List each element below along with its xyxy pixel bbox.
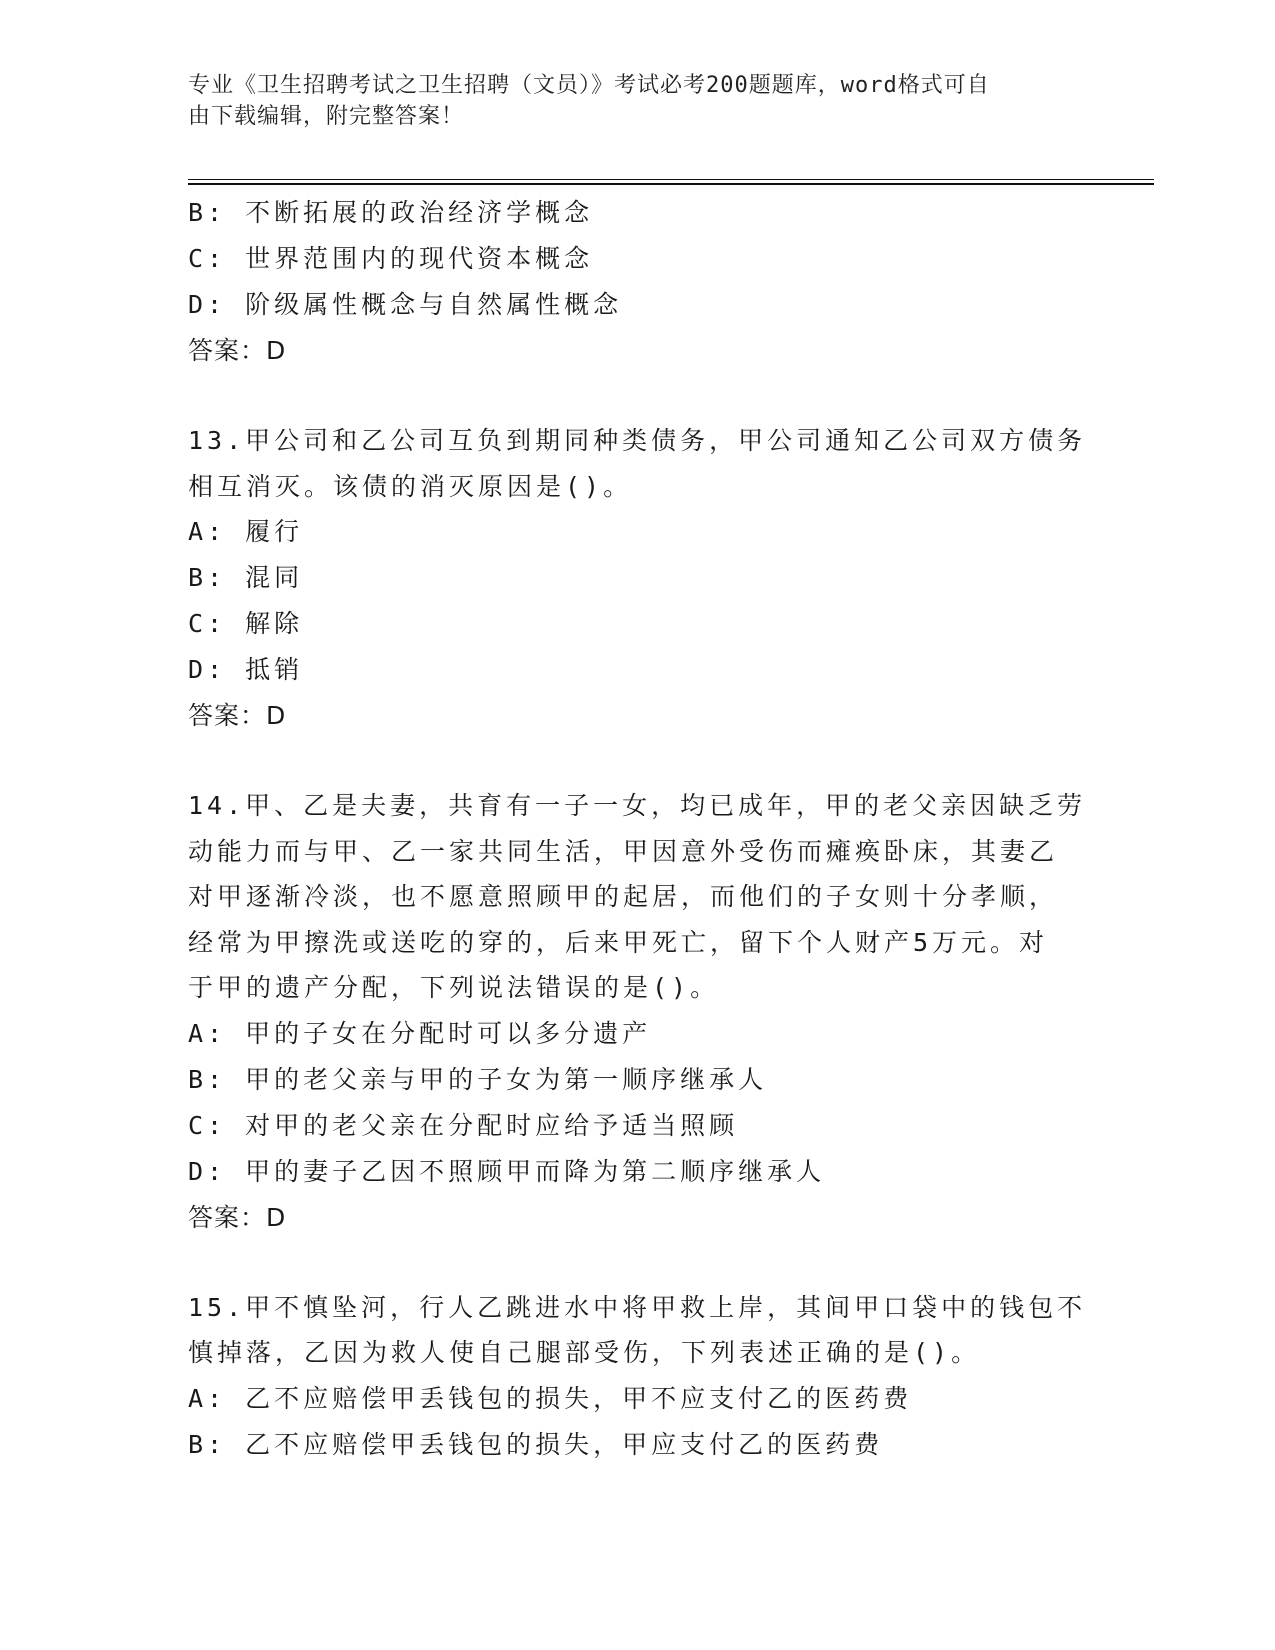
question-line: 慎掉落，乙因为救人使自己腿部受伤，下列表述正确的是()。 <box>188 1338 981 1367</box>
question-line: 15.甲不慎坠河，行人乙跳进水中将甲救上岸，其间甲口袋中的钱包不 <box>188 1292 1087 1322</box>
option-a: A: 乙不应赔偿甲丢钱包的损失，甲不应支付乙的医药费 <box>188 1383 913 1413</box>
question-text <box>188 783 1088 1011</box>
question-12-continued <box>188 190 1088 374</box>
option-b: B: 混同 <box>188 563 304 592</box>
question-15 <box>188 1285 1088 1468</box>
header-divider-thin <box>188 179 1154 180</box>
option-c: C: 世界范围内的现代资本概念 <box>188 244 594 273</box>
option-a: A: 履行 <box>188 517 304 546</box>
header-divider-thick <box>188 183 1154 185</box>
question-content <box>188 190 1088 1468</box>
question-line: 对甲逐渐冷淡，也不愿意照顾甲的起居，而他们的子女则十分孝顺， <box>188 882 1059 911</box>
answer: 答案：D <box>188 1202 287 1232</box>
question-line: 14.甲、乙是夫妻，共育有一子一女，均已成年，甲的老父亲因缺乏劳 <box>188 791 1087 820</box>
question-text <box>188 418 1088 509</box>
option-a: A: 甲的子女在分配时可以多分遗产 <box>188 1018 652 1048</box>
option-d: D: 阶级属性概念与自然属性概念 <box>188 290 623 319</box>
question-13 <box>188 418 1088 739</box>
option-c: C: 解除 <box>188 609 304 638</box>
option-b: B: 不断拓展的政治经济学概念 <box>188 198 594 227</box>
question-line: 于甲的遗产分配，下列说法错误的是()。 <box>188 973 720 1002</box>
header-line-1: 专业《卫生招聘考试之卫生招聘（文员）》考试必考200题题库，word格式可自 <box>188 73 990 98</box>
question-line: 13.甲公司和乙公司互负到期同种类债务，甲公司通知乙公司双方债务 <box>188 426 1087 455</box>
answer: 答案：D <box>188 336 287 365</box>
header-line-2: 由下载编辑，附完整答案！ <box>188 104 465 129</box>
document-header <box>188 70 1068 132</box>
answer: 答案：D <box>188 701 287 730</box>
spacer <box>188 1241 1088 1285</box>
question-14 <box>188 783 1088 1241</box>
spacer <box>188 739 1088 783</box>
option-c: C: 对甲的老父亲在分配时应给予适当照顾 <box>188 1110 739 1140</box>
option-b: B: 乙不应赔偿甲丢钱包的损失，甲应支付乙的医药费 <box>188 1429 884 1459</box>
question-line: 经常为甲擦洗或送吃的穿的，后来甲死亡，留下个人财产5万元。对 <box>188 927 1049 957</box>
question-line: 相互消灭。该债的消灭原因是()。 <box>188 471 633 501</box>
option-d: D: 甲的妻子乙因不照顾甲而降为第二顺序继承人 <box>188 1156 826 1186</box>
option-b: B: 甲的老父亲与甲的子女为第一顺序继承人 <box>188 1064 768 1094</box>
spacer <box>188 374 1088 418</box>
option-d: D: 抵销 <box>188 655 304 684</box>
question-text <box>188 1285 1088 1376</box>
question-line: 动能力而与甲、乙一家共同生活，甲因意外受伤而瘫痪卧床，其妻乙 <box>188 836 1059 866</box>
